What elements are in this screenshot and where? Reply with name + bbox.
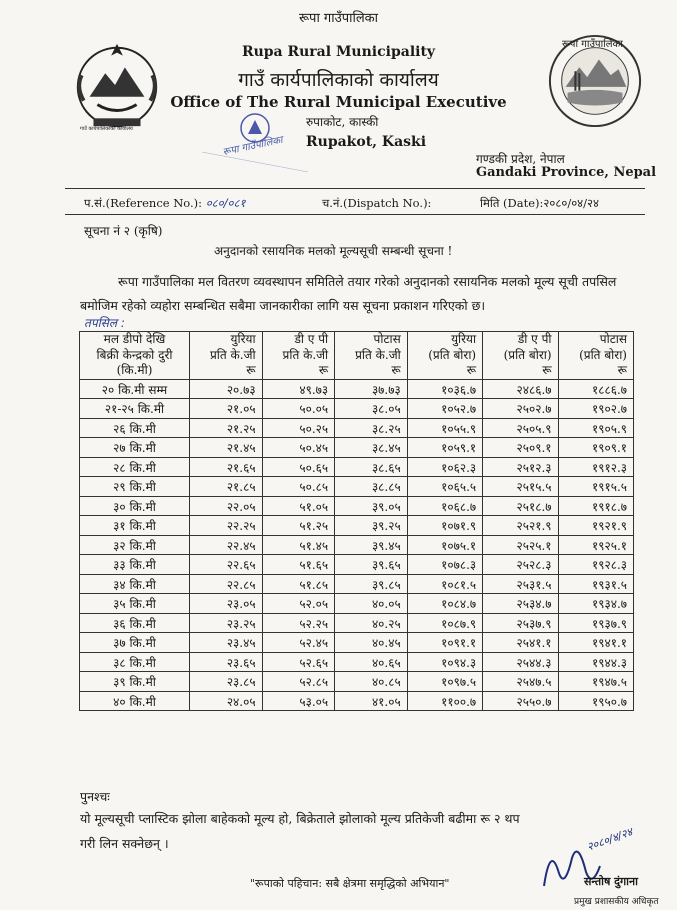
table-header-line: डी ए पी [517, 332, 552, 346]
distance-cell: ३३ कि.मी [80, 555, 190, 575]
postscript-label: पुनश्चः [80, 789, 110, 804]
table-header-cell [80, 332, 190, 380]
price-cell: १०८१.५ [407, 574, 482, 594]
distance-cell: ३४ कि.मी [80, 574, 190, 594]
price-cell: ३९.४५ [335, 535, 408, 555]
signatory-title: प्रमुख प्रशासकीय अधिकृत [574, 897, 659, 907]
price-cell: १९५०.७ [558, 691, 633, 711]
price-cell: ११००.७ [407, 691, 482, 711]
dispatch-label: च.नं.(Dispatch No.): [322, 196, 432, 210]
table-header-row [80, 332, 634, 380]
signature-date: २०८०/४/२४ [585, 825, 635, 854]
table-header-cell [335, 332, 408, 380]
table-header-cell [558, 332, 633, 380]
price-cell: २५१५.५ [483, 477, 558, 497]
price-cell: ५३.०५ [262, 691, 335, 711]
price-cell: १०३६.७ [407, 379, 482, 399]
date-value: २०८०/०४/२४ [543, 196, 599, 210]
postscript-line-2: गरी लिन सक्नेछन् । [80, 836, 169, 851]
price-cell: ३९.२५ [335, 516, 408, 536]
table-row [80, 496, 634, 516]
table-header-line: रू [391, 363, 401, 378]
price-cell: २०.७३ [190, 379, 263, 399]
price-cell: २५०५.९ [483, 418, 558, 438]
date-label: मिति (Date): [480, 196, 544, 210]
price-cell: ३८.०५ [335, 399, 408, 419]
price-cell: १९४१.१ [558, 633, 633, 653]
price-cell: ५२.४५ [262, 633, 335, 653]
price-cell: १०६८.७ [407, 496, 482, 516]
price-cell: ३९.०५ [335, 496, 408, 516]
distance-cell: ३६ कि.मी [80, 613, 190, 633]
table-row [80, 594, 634, 614]
table-row [80, 379, 634, 399]
table-row [80, 477, 634, 497]
distance-cell: २९ कि.मी [80, 477, 190, 497]
tapsil-label: तपसिल : [84, 316, 125, 330]
price-cell: ५१.८५ [262, 574, 335, 594]
price-cell: २२.८५ [190, 574, 263, 594]
distance-cell: ३९ कि.मी [80, 672, 190, 692]
notice-number: सूचना नं २ (कृषि) [84, 224, 163, 238]
table-header-line: (कि.मी) [116, 363, 153, 378]
price-cell: ३९.८५ [335, 574, 408, 594]
price-cell: २५१८.७ [483, 496, 558, 516]
distance-cell: २७ कि.मी [80, 438, 190, 458]
reference-no [84, 196, 245, 211]
fertilizer-price-table [79, 331, 634, 711]
price-cell: ३८.४५ [335, 438, 408, 458]
price-cell: ५१.४५ [262, 535, 335, 555]
price-cell: १९२१.९ [558, 516, 633, 536]
price-cell: ५१.०५ [262, 496, 335, 516]
table-header-line: (प्रति बोरा) [428, 347, 477, 362]
table-header-line: युरिया [451, 332, 477, 346]
province-en: Gandaki Province, Nepal [476, 165, 657, 180]
price-cell: १०७१.९ [407, 516, 482, 536]
distance-cell: ३५ कि.मी [80, 594, 190, 614]
price-cell: १९०९.१ [558, 438, 633, 458]
price-cell: ५०.६५ [262, 457, 335, 477]
table-header-line: प्रति के.जी [355, 347, 401, 362]
price-cell: २३.०५ [190, 594, 263, 614]
price-cell: ४९.७३ [262, 379, 335, 399]
footer-slogan: "रूपाको पहिचान: सबै क्षेत्रमा समृद्धिको अभियान" [250, 877, 450, 890]
distance-cell: ३८ कि.मी [80, 652, 190, 672]
table-header-line: (प्रति बोरा) [579, 347, 627, 362]
table-row [80, 574, 634, 594]
table-row [80, 418, 634, 438]
postscript-line-1: यो मूल्यसूची प्लास्टिक झोला बाहेकको मूल्य हो, बिक्रेताले झोलाको मूल्य प्रतिकेजी बढीमा रू २ थप [80, 811, 520, 826]
distance-cell: ४० कि.मी [80, 691, 190, 711]
price-cell: २१.४५ [190, 438, 263, 458]
price-cell: ३७.७३ [335, 379, 408, 399]
price-cell: २५४१.१ [483, 633, 558, 653]
price-cell: ५२.०५ [262, 594, 335, 614]
table-header-line: प्रति के.जी [282, 347, 329, 362]
price-cell: २१.६५ [190, 457, 263, 477]
distance-cell: २१-२५ कि.मी [80, 399, 190, 419]
distance-cell: ३७ कि.मी [80, 633, 190, 653]
price-cell: २३.६५ [190, 652, 263, 672]
reference-value: ०८०/०८१ [205, 196, 246, 210]
reference-label: प.सं.(Reference No.): [84, 196, 203, 210]
price-cell: ५०.८५ [262, 477, 335, 497]
price-cell: ५२.८५ [262, 672, 335, 692]
table-row [80, 555, 634, 575]
price-cell: ४०.८५ [335, 672, 408, 692]
price-cell: २५५०.७ [483, 691, 558, 711]
table-header-line: पोटास [373, 332, 401, 346]
price-cell: ४०.६५ [335, 652, 408, 672]
distance-cell: २६ कि.मी [80, 418, 190, 438]
price-cell: ५२.६५ [262, 652, 335, 672]
price-cell: ५०.२५ [262, 418, 335, 438]
price-cell: ३८.८५ [335, 477, 408, 497]
notice-body: रूपा गाउँपालिका मल वितरण व्यवस्थापन समितिले तयार गरेको अनुदानको रसायनिक मलको मूल्य सूची तपसिल बमोजिम रहेको व्यहोरा सम्बन्धित सबैमा जानकारीका लागि यस सूचना प्रकाशन गरिएको छ। [80, 274, 617, 313]
price-cell: ३८.२५ [335, 418, 408, 438]
price-cell: १०९१.१ [407, 633, 482, 653]
price-cell: २५३७.९ [483, 613, 558, 633]
price-cell: १९१५.५ [558, 477, 633, 497]
price-cell: ४१.०५ [335, 691, 408, 711]
table-header-line: रू [542, 363, 552, 378]
table-row [80, 652, 634, 672]
distance-cell: २८ कि.मी [80, 457, 190, 477]
price-cell: २१.०५ [190, 399, 263, 419]
price-cell: २२.०५ [190, 496, 263, 516]
left-emblem-label: गाउँ कार्यपालिकाको कार्यालय [80, 126, 133, 132]
notice-subject: अनुदानको रसायनिक मलको मूल्यसूची सम्बन्धी सूचना ! [214, 244, 453, 258]
reference-rule [65, 214, 645, 215]
province-np: गण्डकी प्रदेश, नेपाल [476, 152, 565, 166]
price-cell: १०६५.५ [407, 477, 482, 497]
price-cell: २३.४५ [190, 633, 263, 653]
table-row [80, 399, 634, 419]
distance-cell: ३१ कि.मी [80, 516, 190, 536]
price-cell: १९२५.१ [558, 535, 633, 555]
price-cell: २५४७.५ [483, 672, 558, 692]
header-rule [65, 188, 645, 189]
table-row [80, 672, 634, 692]
table-row [80, 438, 634, 458]
distance-cell: ३२ कि.मी [80, 535, 190, 555]
price-cell: १८८६.७ [558, 379, 633, 399]
price-cell: १०९४.३ [407, 652, 482, 672]
table-row [80, 691, 634, 711]
table-header-cell [483, 332, 558, 380]
price-cell: २२.४५ [190, 535, 263, 555]
price-cell: ५१.२५ [262, 516, 335, 536]
price-cell: १०८४.७ [407, 594, 482, 614]
table-row [80, 535, 634, 555]
date-field [480, 196, 599, 211]
price-cell: १०५२.७ [407, 399, 482, 419]
table-row [80, 516, 634, 536]
price-cell: ५०.४५ [262, 438, 335, 458]
price-cell: ४०.०५ [335, 594, 408, 614]
price-cell: १९३१.५ [558, 574, 633, 594]
price-cell: १९३४.७ [558, 594, 633, 614]
table-header-cell [190, 332, 263, 380]
office-name-np: गाउँ कार्यपालिकाको कार्यालय [238, 69, 439, 91]
table-body [80, 379, 634, 711]
distance-cell: ३० कि.मी [80, 496, 190, 516]
table-header-cell [262, 332, 335, 380]
table-header-line: प्रति के.जी [209, 347, 256, 362]
price-cell: १९४४.३ [558, 652, 633, 672]
price-cell: २५२५.१ [483, 535, 558, 555]
price-cell: १९०५.९ [558, 418, 633, 438]
price-cell: २४.०५ [190, 691, 263, 711]
table-header-line: युरिया [230, 332, 256, 346]
price-cell: २२.६५ [190, 555, 263, 575]
price-cell: २५२१.९ [483, 516, 558, 536]
price-cell: ३९.६५ [335, 555, 408, 575]
price-cell: १०९७.५ [407, 672, 482, 692]
price-cell: २३.२५ [190, 613, 263, 633]
price-cell: २१.८५ [190, 477, 263, 497]
price-cell: २३.८५ [190, 672, 263, 692]
table-row [80, 613, 634, 633]
table-header-line: बिक्री केन्द्रको दुरी [96, 347, 173, 362]
table-header-line: रू [318, 363, 329, 378]
price-cell: १९४७.५ [558, 672, 633, 692]
price-cell: २५३१.५ [483, 574, 558, 594]
price-cell: १०७८.३ [407, 555, 482, 575]
price-cell: २५२८.३ [483, 555, 558, 575]
price-cell: १०८७.९ [407, 613, 482, 633]
stamp-text: रूपा गाउँपालिका [221, 134, 284, 159]
table-header-line: डी ए पी [294, 332, 329, 346]
price-cell: १०५५.९ [407, 418, 482, 438]
price-cell: २४८६.७ [483, 379, 558, 399]
price-cell: ३८.६५ [335, 457, 408, 477]
table-header-cell [407, 332, 482, 380]
price-cell: १०६२.३ [407, 457, 482, 477]
price-cell: ५१.६५ [262, 555, 335, 575]
price-cell: १९२८.३ [558, 555, 633, 575]
price-cell: २५१२.३ [483, 457, 558, 477]
price-cell: २५४४.३ [483, 652, 558, 672]
price-cell: १९०२.७ [558, 399, 633, 419]
price-cell: १९१२.३ [558, 457, 633, 477]
distance-cell: २० कि.मी सम्म [80, 379, 190, 399]
price-cell: १९३७.९ [558, 613, 633, 633]
office-name-en: Office of The Rural Municipal Executive [170, 93, 507, 111]
municipality-name-en: Rupa Rural Municipality [241, 44, 436, 60]
price-cell: १९१८.७ [558, 496, 633, 516]
price-cell: ५२.२५ [262, 613, 335, 633]
location-en: Rupakot, Kaski [306, 134, 427, 150]
price-cell: २१.२५ [190, 418, 263, 438]
table-row [80, 633, 634, 653]
table-header-line: रू [617, 363, 627, 378]
price-cell: २२.२५ [190, 516, 263, 536]
municipality-name-np: रूपा गाउँपालिका [298, 11, 379, 26]
price-cell: ४०.२५ [335, 613, 408, 633]
signatory-name: सन्तोष दुंगाना [584, 875, 638, 888]
table-header-line: रू [246, 363, 256, 378]
table-header-line: रू [466, 363, 477, 378]
price-cell: १०५९.१ [407, 438, 482, 458]
table-header-line: पोटास [599, 332, 627, 346]
right-logo-label: रूपा गाउँपालिका [562, 39, 623, 50]
price-cell: २५०९.१ [483, 438, 558, 458]
table-header-line: (प्रति बोरा) [503, 347, 552, 362]
table-row [80, 457, 634, 477]
table-header-line: मल डीपो देखि [103, 332, 166, 346]
price-cell: १०७५.१ [407, 535, 482, 555]
price-cell: २५३४.७ [483, 594, 558, 614]
price-cell: २५०२.७ [483, 399, 558, 419]
price-cell: ५०.०५ [262, 399, 335, 419]
price-cell: ४०.४५ [335, 633, 408, 653]
location-np: रुपाकोट, कास्की [306, 115, 379, 129]
